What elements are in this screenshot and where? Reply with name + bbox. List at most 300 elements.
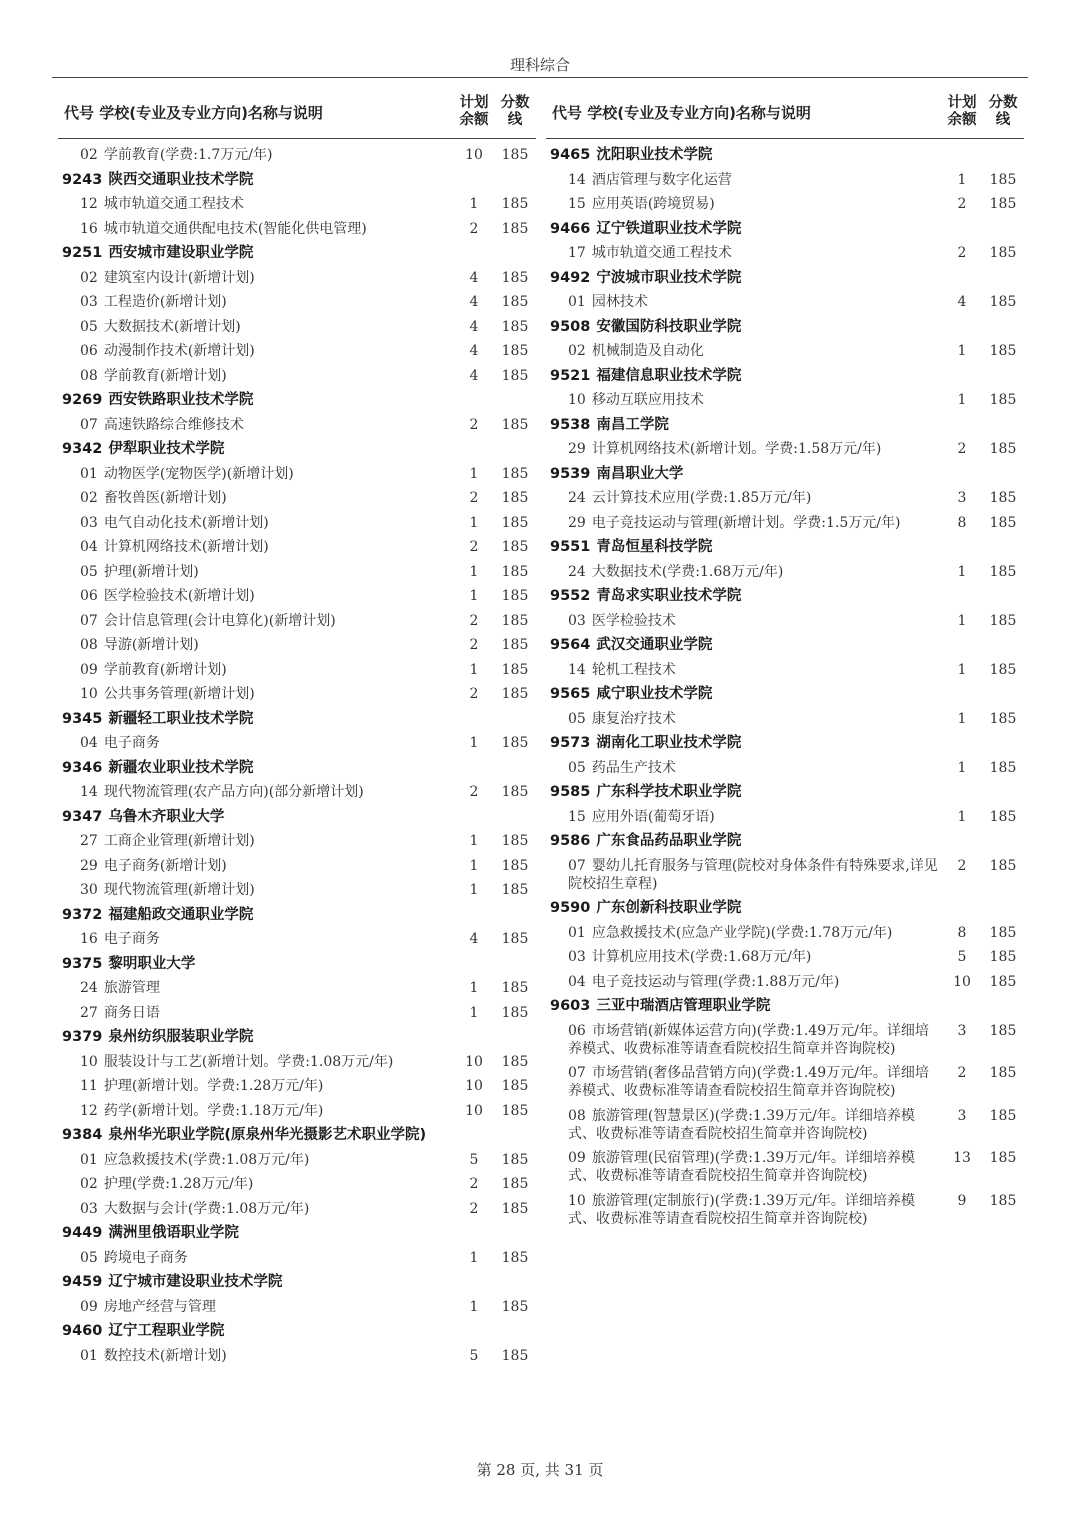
plan-remaining: 1 (469, 588, 479, 604)
major-name-cell (546, 1149, 942, 1185)
major-row (58, 927, 536, 952)
major-number: 09 (80, 661, 98, 678)
plan-remaining: 1 (469, 1004, 479, 1021)
school-name: 广东食品药品职业学院 (596, 833, 742, 849)
major-row (58, 682, 536, 707)
major-name-cell (58, 269, 454, 287)
plan-remaining: 4 (469, 343, 479, 359)
school-name: 新疆轻工职业技术学院 (108, 710, 254, 727)
school-row (58, 1123, 536, 1148)
major-number: 04 (80, 539, 98, 555)
school-row (546, 266, 1024, 291)
major-row (546, 756, 1024, 781)
school-row (546, 143, 1024, 168)
major-name-cell (546, 710, 942, 728)
major-row (546, 437, 1024, 462)
school-code: 9564 (550, 637, 591, 653)
left-column (58, 86, 536, 1368)
header-plan-line2: 余额 (947, 112, 977, 128)
school-code: 9345 (62, 710, 103, 727)
major-name: 学前教育(新增计划) (103, 661, 227, 678)
major-row (58, 584, 536, 609)
school-code: 9347 (62, 808, 103, 825)
major-name-cell (58, 293, 454, 311)
score-line: 185 (501, 514, 529, 531)
major-row (58, 609, 536, 634)
major-name-cell (546, 440, 942, 458)
major-row (58, 315, 536, 340)
score-line: 185 (501, 563, 529, 580)
major-name: 护理(新增计划。学费:1.28万元/年) (103, 1078, 324, 1094)
major-row (58, 976, 536, 1001)
major-name-cell (58, 1077, 454, 1095)
major-name-cell (546, 489, 942, 507)
major-row (546, 1104, 1024, 1147)
major-name-cell (546, 1022, 942, 1058)
school-code: 9384 (62, 1127, 103, 1143)
major-name-cell (546, 1064, 942, 1100)
major-name-cell (58, 661, 454, 679)
school-code: 9552 (550, 588, 591, 604)
major-number: 14 (80, 784, 98, 800)
plan-remaining: 3 (957, 1107, 967, 1124)
plan-remaining: 10 (953, 973, 971, 990)
major-name-cell (58, 783, 454, 801)
major-name: 电子商务 (103, 931, 160, 947)
plan-remaining: 4 (957, 294, 967, 310)
score-line: 185 (501, 857, 529, 874)
major-number: 06 (568, 1022, 586, 1039)
major-number: 06 (80, 588, 98, 604)
school-code: 9375 (62, 955, 103, 972)
major-row (546, 658, 1024, 683)
plan-remaining: 1 (957, 661, 967, 678)
major-row (58, 560, 536, 585)
header-score-label (982, 95, 1024, 129)
major-number: 01 (80, 1347, 98, 1364)
major-row (58, 1197, 536, 1222)
school-name: 福建船政交通职业学院 (108, 906, 254, 923)
major-name: 公共事务管理(新增计划) (103, 686, 255, 702)
score-line: 185 (989, 1107, 1017, 1124)
plan-remaining: 2 (469, 612, 479, 629)
plan-remaining: 8 (957, 924, 967, 941)
school-code: 9449 (62, 1225, 103, 1241)
school-row (546, 896, 1024, 921)
plan-remaining: 4 (469, 367, 479, 384)
school-code: 9251 (62, 245, 103, 261)
score-line: 185 (501, 1053, 529, 1070)
major-name: 大数据与会计(学费:1.08万元/年) (103, 1200, 310, 1217)
score-line: 185 (989, 973, 1017, 990)
major-number: 09 (80, 1298, 98, 1315)
school-row (58, 805, 536, 830)
school-row (58, 168, 536, 193)
major-row (546, 168, 1024, 193)
major-number: 05 (80, 1249, 98, 1266)
school-row (546, 535, 1024, 560)
plan-remaining: 1 (957, 612, 967, 629)
major-number: 02 (80, 490, 98, 506)
major-name-cell (546, 612, 942, 630)
score-line: 185 (501, 612, 529, 629)
score-line: 185 (989, 1022, 1017, 1039)
header-main-label: 代号 学校(专业及专业方向)名称与说明 (552, 103, 811, 122)
major-number: 04 (568, 973, 586, 990)
major-name: 云计算技术应用(学费:1.85万元/年) (591, 490, 812, 506)
major-name: 数控技术(新增计划) (103, 1347, 227, 1364)
major-number: 02 (568, 343, 586, 359)
school-code: 9573 (550, 735, 591, 751)
school-row (546, 462, 1024, 487)
major-number: 24 (568, 490, 586, 506)
major-number: 14 (568, 661, 586, 678)
major-row (546, 1061, 1024, 1104)
table-header (546, 86, 1024, 139)
major-row (58, 462, 536, 487)
school-row (58, 952, 536, 977)
major-row (546, 945, 1024, 970)
plan-remaining: 10 (465, 1053, 483, 1070)
major-name: 城市轨道交通供配电技术(智能化供电管理) (103, 220, 367, 237)
major-number: 07 (80, 416, 98, 433)
score-line: 185 (501, 343, 529, 359)
major-name-cell (546, 973, 942, 991)
major-row (546, 1189, 1024, 1232)
major-name: 计算机网络技术(新增计划。学费:1.58万元/年) (591, 441, 882, 457)
major-name-cell (546, 293, 942, 311)
school-name: 西安铁路职业技术学院 (108, 392, 254, 408)
score-line: 185 (989, 710, 1017, 727)
plan-remaining: 1 (469, 882, 479, 898)
school-row (546, 413, 1024, 438)
major-row (58, 290, 536, 315)
school-code: 9603 (550, 998, 591, 1014)
school-name: 泉州华光职业学院(原泉州华光摄影艺术职业学院) (108, 1127, 427, 1143)
major-row (58, 413, 536, 438)
plan-remaining: 1 (957, 759, 967, 776)
school-code: 9346 (62, 759, 103, 776)
major-row (58, 511, 536, 536)
plan-remaining: 2 (469, 1200, 479, 1217)
major-number: 05 (568, 710, 586, 727)
plan-remaining: 2 (469, 220, 479, 237)
score-line: 185 (501, 1004, 529, 1021)
major-number: 10 (80, 686, 98, 702)
header-main-label: 代号 学校(专业及专业方向)名称与说明 (64, 103, 323, 122)
score-line: 185 (501, 196, 529, 212)
major-number: 10 (568, 1192, 586, 1209)
major-row (546, 192, 1024, 217)
school-row (58, 1221, 536, 1246)
right-rows (546, 143, 1024, 1231)
major-name-cell (546, 759, 942, 777)
school-name: 辽宁工程职业学院 (108, 1323, 225, 1339)
major-name-cell (58, 465, 454, 483)
major-row (546, 241, 1024, 266)
school-row (546, 731, 1024, 756)
score-line: 185 (501, 735, 529, 751)
score-line: 185 (989, 1065, 1017, 1081)
major-name: 畜牧兽医(新增计划) (103, 490, 227, 506)
school-name: 南昌工学院 (596, 416, 669, 433)
major-number: 08 (568, 1107, 586, 1124)
school-name: 青岛恒星科技学院 (596, 539, 713, 555)
major-name-cell (58, 1053, 454, 1071)
page-header-title: 理科综合 (509, 56, 570, 74)
major-number: 24 (568, 563, 586, 580)
major-name: 房地产经营与管理 (103, 1298, 216, 1315)
score-line: 185 (501, 294, 529, 310)
school-row (546, 633, 1024, 658)
score-line: 185 (501, 1347, 529, 1364)
plan-remaining: 2 (469, 539, 479, 555)
major-name-cell (58, 489, 454, 507)
major-name-cell (546, 563, 942, 581)
major-row (546, 511, 1024, 536)
major-name-cell (546, 391, 942, 409)
score-line: 185 (989, 392, 1017, 408)
major-name: 护理(新增计划) (103, 563, 199, 580)
header-rule (52, 77, 1028, 78)
major-name-cell (58, 1102, 454, 1120)
major-name: 机械制造及自动化 (591, 343, 704, 359)
major-name-cell (58, 1298, 454, 1316)
plan-remaining: 3 (957, 1022, 967, 1039)
score-line: 185 (501, 980, 529, 996)
major-row (58, 658, 536, 683)
major-number: 27 (80, 1004, 98, 1021)
plan-remaining: 2 (957, 441, 967, 457)
plan-remaining: 2 (957, 196, 967, 212)
major-number: 02 (80, 269, 98, 286)
major-number: 07 (568, 1065, 586, 1081)
major-number: 03 (80, 514, 98, 531)
major-name-cell (58, 195, 454, 213)
school-code: 9460 (62, 1323, 103, 1339)
major-name-cell (58, 563, 454, 581)
header-plan-line1: 计划 (947, 95, 977, 111)
school-code: 9565 (550, 686, 591, 702)
major-number: 07 (80, 612, 98, 629)
school-name: 辽宁铁道职业技术学院 (596, 220, 742, 237)
major-number: 03 (80, 1200, 98, 1217)
plan-remaining: 1 (957, 710, 967, 727)
major-row (546, 921, 1024, 946)
school-name: 陕西交通职业技术学院 (108, 171, 254, 188)
major-row (58, 1050, 536, 1075)
major-number: 09 (568, 1150, 586, 1166)
major-name-cell (58, 367, 454, 385)
major-name: 动物医学(宠物医学)(新增计划) (103, 465, 294, 482)
major-name: 大数据技术(新增计划) (103, 318, 241, 335)
plan-remaining: 1 (469, 857, 479, 874)
major-row (58, 1099, 536, 1124)
score-line: 185 (989, 808, 1017, 825)
major-row (546, 339, 1024, 364)
school-row (58, 756, 536, 781)
major-name-cell (546, 661, 942, 679)
header-plan-label (942, 95, 982, 129)
major-name-cell (58, 881, 454, 899)
major-name-cell (58, 342, 454, 360)
major-number: 04 (80, 735, 98, 751)
school-name: 三亚中瑞酒店管理职业学院 (596, 998, 771, 1014)
school-row (58, 903, 536, 928)
score-line: 185 (501, 318, 529, 335)
score-line: 185 (989, 563, 1017, 580)
major-name: 应用英语(跨境贸易) (591, 196, 715, 212)
major-name: 工程造价(新增计划) (103, 294, 227, 310)
plan-remaining: 1 (469, 661, 479, 678)
school-name: 湖南化工职业技术学院 (596, 735, 742, 751)
major-name: 旅游管理(定制旅行)(学费:1.39万元/年。详细培养模式、收费标准等请查看院校招生简章并咨询院校) (568, 1192, 915, 1227)
major-name-cell (58, 930, 454, 948)
plan-remaining: 2 (469, 416, 479, 433)
school-name: 辽宁城市建设职业技术学院 (108, 1274, 283, 1290)
plan-remaining: 1 (469, 980, 479, 996)
major-name: 应急救援技术(学费:1.08万元/年) (103, 1151, 310, 1168)
major-name: 城市轨道交通工程技术 (103, 196, 244, 212)
major-name-cell (58, 636, 454, 654)
major-number: 08 (80, 367, 98, 384)
score-line: 185 (989, 857, 1017, 874)
major-name: 康复治疗技术 (591, 710, 676, 727)
score-line: 185 (501, 1249, 529, 1266)
school-row (58, 1025, 536, 1050)
school-name: 黎明职业大学 (108, 955, 196, 972)
score-line: 185 (501, 931, 529, 947)
major-name: 电子竞技运动与管理(新增计划。学费:1.5万元/年) (591, 514, 901, 531)
major-name: 服装设计与工艺(新增计划。学费:1.08万元/年) (103, 1053, 394, 1070)
score-line: 185 (989, 343, 1017, 359)
score-line: 185 (501, 1078, 529, 1094)
school-code: 9465 (550, 147, 591, 163)
major-number: 01 (568, 924, 586, 941)
school-code: 9372 (62, 906, 103, 923)
plan-remaining: 2 (469, 1176, 479, 1192)
score-line: 185 (501, 637, 529, 653)
major-number: 10 (80, 1053, 98, 1070)
score-line: 185 (501, 784, 529, 800)
major-name: 工商企业管理(新增计划) (103, 833, 255, 849)
major-row (58, 878, 536, 903)
score-line: 185 (989, 196, 1017, 212)
score-line: 185 (989, 490, 1017, 506)
major-name: 医学检验技术 (591, 612, 676, 629)
school-row (58, 241, 536, 266)
major-name-cell (58, 1347, 454, 1365)
school-code: 9521 (550, 367, 591, 384)
score-line: 185 (989, 661, 1017, 678)
plan-remaining: 5 (957, 949, 967, 965)
school-row (58, 388, 536, 413)
header-score-line2: 线 (507, 112, 523, 128)
major-name: 商务日语 (103, 1004, 160, 1021)
page-number: 第 28 页, 共 31 页 (476, 1461, 604, 1479)
school-code: 9459 (62, 1274, 103, 1290)
major-name: 学前教育(学费:1.7万元/年) (103, 147, 273, 163)
score-line: 185 (989, 612, 1017, 629)
score-line: 185 (989, 441, 1017, 457)
school-code: 9538 (550, 416, 591, 433)
major-number: 15 (568, 196, 586, 212)
plan-remaining: 9 (957, 1192, 967, 1209)
plan-remaining: 1 (469, 735, 479, 751)
plan-remaining: 1 (469, 514, 479, 531)
major-name-cell (58, 538, 454, 556)
major-row (58, 829, 536, 854)
major-name-cell (546, 808, 942, 826)
header-score-label (494, 95, 536, 129)
major-row (58, 854, 536, 879)
school-code: 9590 (550, 900, 591, 916)
plan-remaining: 2 (957, 1065, 967, 1081)
major-number: 30 (80, 882, 98, 898)
major-number: 01 (568, 294, 586, 310)
major-name: 药学(新增计划。学费:1.18万元/年) (103, 1102, 324, 1119)
major-name: 婴幼儿托育服务与管理(院校对身体条件有特殊要求,详见院校招生章程) (568, 857, 938, 892)
major-name: 电子商务(新增计划) (103, 857, 227, 874)
school-name: 新疆农业职业技术学院 (108, 759, 254, 776)
major-name: 药品生产技术 (591, 759, 676, 776)
major-name: 护理(学费:1.28万元/年) (103, 1176, 254, 1192)
major-number: 05 (80, 563, 98, 580)
plan-remaining: 10 (465, 147, 483, 163)
major-name: 现代物流管理(农产品方向)(部分新增计划) (103, 784, 364, 800)
plan-remaining: 4 (469, 294, 479, 310)
score-line: 185 (501, 588, 529, 604)
plan-remaining: 2 (469, 490, 479, 506)
major-row (58, 1148, 536, 1173)
score-line: 185 (501, 220, 529, 237)
school-row (546, 217, 1024, 242)
major-number: 15 (568, 808, 586, 825)
school-name: 伊犁职业技术学院 (108, 441, 225, 457)
major-number: 07 (568, 857, 586, 874)
major-name-cell (546, 924, 942, 942)
major-row (58, 339, 536, 364)
school-name: 泉州纺织服装职业学院 (108, 1029, 254, 1045)
score-line: 185 (501, 1151, 529, 1168)
major-name: 现代物流管理(新增计划) (103, 882, 255, 898)
major-name: 动漫制作技术(新增计划) (103, 343, 255, 359)
plan-remaining: 5 (469, 1347, 479, 1364)
major-name: 大数据技术(学费:1.68万元/年) (591, 563, 784, 580)
school-code: 9342 (62, 441, 103, 457)
plan-remaining: 1 (469, 1298, 479, 1315)
major-row (58, 143, 536, 168)
table-header (58, 86, 536, 139)
major-name-cell (58, 1200, 454, 1218)
score-line: 185 (989, 1192, 1017, 1209)
major-name-cell (546, 1192, 942, 1228)
plan-remaining: 10 (465, 1078, 483, 1094)
major-number: 06 (80, 343, 98, 359)
header-score-line1: 分数 (988, 95, 1018, 111)
major-name-cell (546, 948, 942, 966)
plan-remaining: 4 (469, 269, 479, 286)
right-column (546, 86, 1024, 1231)
score-line: 185 (501, 1102, 529, 1119)
school-name: 南昌职业大学 (596, 465, 684, 482)
major-number: 08 (80, 637, 98, 653)
school-name: 广东科学技术职业学院 (596, 784, 742, 800)
school-row (546, 994, 1024, 1019)
major-name-cell (58, 734, 454, 752)
school-code: 9585 (550, 784, 591, 800)
score-line: 185 (989, 949, 1017, 965)
